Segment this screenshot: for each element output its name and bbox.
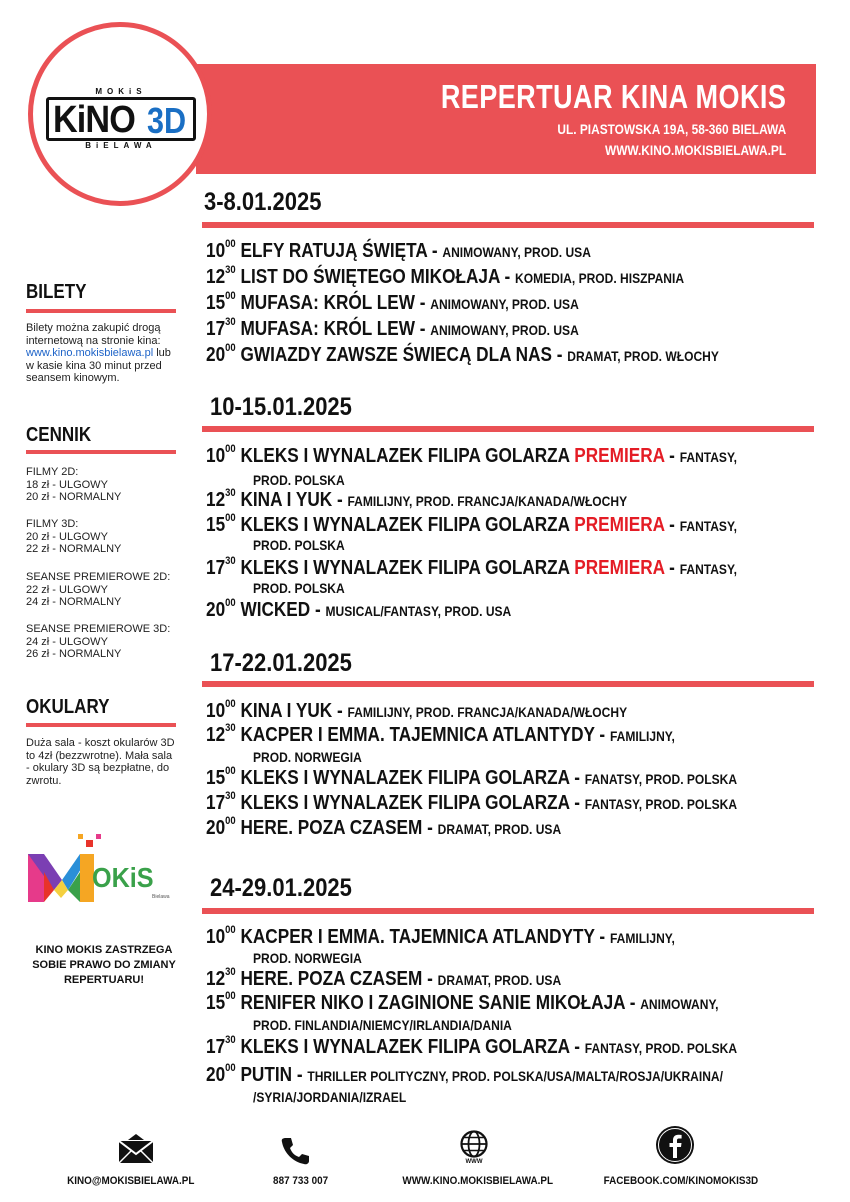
show-time: $15^{00}$ [206, 512, 236, 536]
bilety-divider [26, 309, 176, 313]
price-line: 24 zł - ULGOWY [26, 635, 108, 648]
show-time: $17^{30}$ [206, 555, 236, 579]
show-genre: ANIMOWANY, PROD. USA [430, 322, 579, 338]
show-genre: FANTASY, [679, 561, 738, 577]
week-divider [202, 222, 814, 228]
show-row: $17^{30}$ KLEKS I WYNALAZEK FILIPA GOLARZA PREMIERA - FANTASY, [206, 555, 738, 579]
kino-logo [28, 22, 212, 206]
price-line: 18 zł - ULGOWY [26, 478, 108, 491]
show-title: KLEKS I WYNALAZEK FILIPA GOLARZA [240, 767, 570, 789]
show-title: LIST DO ŚWIĘTEGO MIKOŁAJA [240, 266, 500, 288]
show-genre-continued: PROD. POLSKA [253, 580, 345, 596]
okulary-text: Duża sala - koszt okularów 3D to 4zł (bezzwrotne). Mała sala - okulary 3D są bezpłatne, do zwrotu. [26, 737, 175, 787]
show-genre-continued: PROD. POLSKA [253, 472, 345, 488]
week-date: 24-29.01.2025 [210, 874, 352, 902]
show-row: $17^{30}$ MUFASA: KRÓL LEW - ANIMOWANY, PROD. USA [206, 316, 579, 340]
show-genre: DRAMAT, PROD. WŁOCHY [567, 348, 719, 364]
show-title: MUFASA: KRÓL LEW [240, 292, 415, 314]
show-time: $10^{00}$ [206, 443, 236, 467]
show-row: $17^{30}$ KLEKS I WYNALAZEK FILIPA GOLARZA - FANTASY, PROD. POLSKA [206, 790, 738, 814]
show-row: $15^{00}$ KLEKS I WYNALAZEK FILIPA GOLARZA - FANATSY, PROD. POLSKA [206, 765, 738, 789]
show-row: $10^{00}$ KLEKS I WYNALAZEK FILIPA GOLARZA PREMIERA - FANTASY, [206, 443, 738, 467]
logo-box [46, 97, 196, 141]
show-title: KLEKS I WYNALAZEK FILIPA GOLARZA [240, 557, 570, 579]
envelope-icon [118, 1134, 154, 1164]
week-date: 17-22.01.2025 [210, 649, 352, 677]
show-genre: FAMILIJNY, [609, 930, 675, 946]
show-genre: FAMILIJNY, PROD. FRANCJA/KANADA/WŁOCHY [347, 704, 628, 720]
show-genre-continued: PROD. POLSKA [253, 537, 345, 553]
phone-icon [280, 1136, 310, 1166]
show-row: $12^{30}$ KACPER I EMMA. TAJEMNICA ATLANTYDY - FAMILIJNY, [206, 722, 675, 746]
footer-facebook[interactable]: FACEBOOK.COM/KINOMOKIS3D [603, 1175, 759, 1187]
show-genre: FANTASY, [679, 449, 738, 465]
show-genre: MUSICAL/FANTASY, PROD. USA [325, 603, 512, 619]
show-row: $20^{00}$ HERE. POZA CZASEM - DRAMAT, PROD. USA [206, 815, 562, 839]
show-time: $10^{00}$ [206, 238, 236, 262]
mokis-logo-text: OKiS [92, 862, 154, 893]
show-genre: ANIMOWANY, PROD. USA [430, 296, 579, 312]
price-group-2d [26, 466, 186, 504]
show-genre: DRAMAT, PROD. USA [437, 821, 562, 837]
cennik-divider [26, 450, 176, 454]
show-title: KINA I YUK [240, 489, 333, 511]
show-title: GWIAZDY ZAWSZE ŚWIECĄ DLA NAS [240, 344, 552, 366]
show-time: $20^{00}$ [206, 815, 236, 839]
show-genre: FAMILIJNY, [609, 728, 675, 744]
show-row: $12^{30}$ HERE. POZA CZASEM - DRAMAT, PROD. USA [206, 966, 562, 990]
show-title: WICKED [240, 599, 311, 621]
show-time: $15^{00}$ [206, 765, 236, 789]
page-title: REPERTUAR KINA MOKIS [440, 78, 786, 115]
footer-website[interactable]: WWW.KINO.MOKISBIELAWA.PL [402, 1175, 554, 1187]
premiere-badge: PREMIERA [574, 557, 665, 579]
show-time: $20^{00}$ [206, 342, 236, 366]
price-line: 26 zł - NORMALNY [26, 648, 122, 660]
show-genre-continued: PROD. NORWEGIA [253, 749, 362, 765]
show-time: $15^{00}$ [206, 990, 236, 1014]
show-time: $20^{00}$ [206, 1062, 236, 1086]
logo-top-text: MOKiS [95, 87, 147, 96]
mokis-logo-sub: Bielawa [152, 894, 170, 900]
bilety-text-1: Bilety można zakupić drogą internetową na stronie kina: [26, 322, 161, 347]
show-row: $20^{00}$ PUTIN - THRILLER POLITYCZNY, PROD. POLSKA/USA/MALTA/ROSJA/UKRAINA/ [206, 1062, 723, 1086]
price-group-3d [26, 518, 186, 556]
show-time: $10^{00}$ [206, 924, 236, 948]
price-group-title: SEANSE PREMIEROWE 3D: [26, 623, 171, 635]
price-line: 22 zł - NORMALNY [26, 543, 122, 555]
show-title: MUFASA: KRÓL LEW [240, 318, 415, 340]
show-row: $15^{00}$ KLEKS I WYNALAZEK FILIPA GOLARZA PREMIERA - FANTASY, [206, 512, 738, 536]
show-row: $20^{00}$ WICKED - MUSICAL/FANTASY, PROD. USA [206, 597, 512, 621]
price-group-title: FILMY 3D: [26, 518, 79, 530]
show-time: $12^{30}$ [206, 487, 236, 511]
globe-icon [460, 1130, 488, 1158]
show-time: $17^{30}$ [206, 1034, 236, 1058]
show-time: $12^{30}$ [206, 264, 236, 288]
logo-3d-text: 3D [147, 100, 187, 141]
show-title: KLEKS I WYNALAZEK FILIPA GOLARZA [240, 514, 570, 536]
week-date: 10-15.01.2025 [210, 393, 352, 421]
show-title: HERE. POZA CZASEM [240, 968, 423, 990]
bilety-link[interactable]: www.kino.mokisbielawa.pl [26, 347, 154, 359]
price-group-premiere-3d [26, 623, 186, 661]
show-title: KINA I YUK [240, 700, 333, 722]
show-title: KACPER I EMMA. TAJEMNICA ATLANDYTY [240, 926, 595, 948]
logo-bottom-text: BiELAWA [85, 141, 157, 150]
show-row: $10^{00}$ ELFY RATUJĄ ŚWIĘTA - ANIMOWANY, PROD. USA [206, 238, 591, 262]
premiere-badge: PREMIERA [574, 445, 665, 467]
bilety-text [26, 322, 178, 385]
show-time: $10^{00}$ [206, 698, 236, 722]
show-genre: FAMILIJNY, PROD. FRANCJA/KANADA/WŁOCHY [347, 493, 628, 509]
show-genre: ANIMOWANY, [640, 996, 719, 1012]
facebook-icon [655, 1125, 695, 1165]
show-title: PUTIN [240, 1064, 293, 1086]
header-website: WWW.KINO.MOKISBIELAWA.PL [604, 142, 786, 158]
show-title: ELFY RATUJĄ ŚWIĘTA [240, 240, 428, 262]
show-title: HERE. POZA CZASEM [240, 817, 423, 839]
price-line: 20 zł - NORMALNY [26, 491, 122, 503]
show-time: $17^{30}$ [206, 790, 236, 814]
show-row: $15^{00}$ MUFASA: KRÓL LEW - ANIMOWANY, PROD. USA [206, 290, 579, 314]
okulary-divider [26, 723, 176, 727]
header-bar [196, 64, 816, 174]
show-genre-continued: PROD. FINLANDIA/NIEMCY/IRLANDIA/DANIA [253, 1017, 512, 1033]
price-line: 20 zł - ULGOWY [26, 530, 108, 543]
show-row: $12^{30}$ LIST DO ŚWIĘTEGO MIKOŁAJA - KOMEDIA, PROD. HISZPANIA [206, 264, 685, 288]
show-title: KLEKS I WYNALAZEK FILIPA GOLARZA [240, 792, 570, 814]
premiere-badge: PREMIERA [574, 514, 665, 536]
mokis-logo [24, 832, 184, 904]
price-group-title: SEANSE PREMIEROWE 2D: [26, 571, 171, 583]
show-genre: FANTASY, [679, 518, 738, 534]
show-genre: FANTASY, PROD. POLSKA [584, 1040, 738, 1056]
header-address: UL. PIASTOWSKA 19A, 58-360 BIELAWA [557, 121, 786, 137]
show-time: $12^{30}$ [206, 966, 236, 990]
week-divider [202, 426, 814, 432]
show-row: $10^{00}$ KINA I YUK - FAMILIJNY, PROD. FRANCJA/KANADA/WŁOCHY [206, 698, 628, 722]
show-title: KACPER I EMMA. TAJEMNICA ATLANTYDY [240, 724, 595, 746]
show-row: $20^{00}$ GWIAZDY ZAWSZE ŚWIECĄ DLA NAS - DRAMAT, PROD. WŁOCHY [206, 342, 719, 366]
show-time: $12^{30}$ [206, 722, 236, 746]
week-date: 3-8.01.2025 [204, 188, 322, 216]
show-genre: FANTASY, PROD. POLSKA [584, 796, 738, 812]
show-time: $20^{00}$ [206, 597, 236, 621]
footer-phone[interactable]: 887 733 007 [273, 1175, 329, 1187]
show-row: $15^{00}$ RENIFER NIKO I ZAGINIONE SANIE MIKOŁAJA - ANIMOWANY, [206, 990, 719, 1014]
bilety-text-2: lub w kasie kina 30 minut przed seansem kinowym. [26, 347, 171, 384]
show-title: RENIFER NIKO I ZAGINIONE SANIE MIKOŁAJA [240, 992, 625, 1014]
show-time: $15^{00}$ [206, 290, 236, 314]
cennik-heading: CENNIK [26, 424, 92, 446]
week-divider [202, 681, 814, 687]
show-time: $17^{30}$ [206, 316, 236, 340]
show-row: $10^{00}$ KACPER I EMMA. TAJEMNICA ATLANDYTY - FAMILIJNY, [206, 924, 675, 948]
price-line: 24 zł - NORMALNY [26, 596, 122, 608]
show-genre-continued: /SYRIA/JORDANIA/IZRAEL [253, 1089, 407, 1105]
www-icon-label: WWW [465, 1159, 483, 1165]
bilety-heading: BILETY [26, 281, 87, 303]
show-genre: FANATSY, PROD. POLSKA [584, 771, 738, 787]
logo-main-text: KiNO [53, 99, 135, 141]
price-group-premiere-2d [26, 571, 186, 609]
show-genre: KOMEDIA, PROD. HISZPANIA [515, 270, 685, 286]
price-group-title: FILMY 2D: [26, 466, 79, 478]
show-title: KLEKS I WYNALAZEK FILIPA GOLARZA [240, 445, 570, 467]
show-genre: THRILLER POLITYCZNY, PROD. POLSKA/USA/MALTA/ROSJA/UKRAINA/ [307, 1068, 723, 1084]
show-row: $12^{30}$ KINA I YUK - FAMILIJNY, PROD. FRANCJA/KANADA/WŁOCHY [206, 487, 628, 511]
price-line: 22 zł - ULGOWY [26, 583, 108, 596]
footer-email[interactable]: KINO@MOKISBIELAWA.PL [67, 1175, 195, 1187]
show-genre: ANIMOWANY, PROD. USA [442, 244, 591, 260]
show-genre-continued: PROD. NORWEGIA [253, 950, 362, 966]
show-genre: DRAMAT, PROD. USA [437, 972, 562, 988]
week-divider [202, 908, 814, 914]
okulary-heading: OKULARY [26, 696, 110, 718]
disclaimer: KINO MOKIS ZASTRZEGA SOBIE PRAWO DO ZMIANY REPERTUARU! [32, 944, 176, 986]
show-title: KLEKS I WYNALAZEK FILIPA GOLARZA [240, 1036, 570, 1058]
show-row: $17^{30}$ KLEKS I WYNALAZEK FILIPA GOLARZA - FANTASY, PROD. POLSKA [206, 1034, 738, 1058]
